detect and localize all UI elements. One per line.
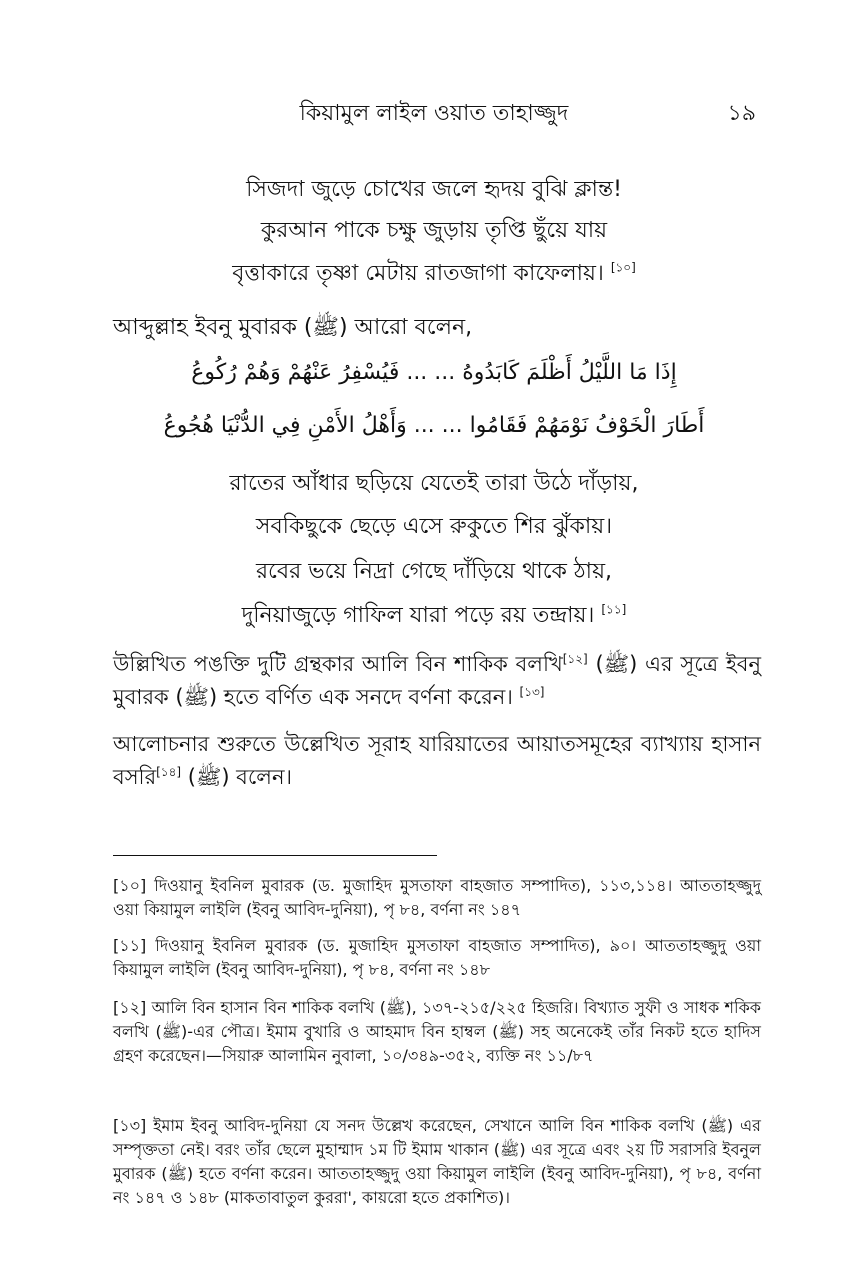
poem-line	[110, 598, 758, 635]
footnote: [১৩] ইমাম ইবনু আবিদ-দুনিয়া যে সনদ উল্লেখ করেছেন, সেখানে আলি বিন শাকিক বলখি (ﷺ) এর সম্পৃক্ততা নেই। বরং তাঁর ছেলে মুহাম্মাদ ১ম টি ইমাম খাকান (ﷺ) এর সূত্রে এবং ২য় টি সরাসরি ইবনুল মুবারক (ﷺ) হতে বর্ণনা করেন। আততাহজ্জুদু ওয়া কিয়ামুল লাইলি (ইবনু আবিদ-দুনিয়া), পৃ ৮৪, বর্ণনা নং ১৪৭ ও ১৪৮ (মাকতাবাতুল কুররা', কায়রো হতে প্রকাশিত)।	[113, 1116, 761, 1207]
paragraph-text: (ﷺ) এর সূত্রে ইবনু মুবারক (ﷺ) হতে বর্ণিত এক সনদে বর্ণনা করেন।	[113, 652, 762, 709]
running-header-title: কিয়ামুল লাইল ওয়াত তাহাজ্জুদ	[299, 101, 569, 126]
footnote-ref[interactable]: [১৩]	[519, 685, 545, 699]
page-number: ১৯	[727, 101, 756, 126]
paragraph-text: (ﷺ) বলেন।	[181, 765, 292, 789]
footnote-ref[interactable]: [১০]	[610, 260, 636, 275]
poem-line: রবের ভয়ে নিদ্রা গেছে দাঁড়িয়ে থাকে ঠায়,	[255, 559, 613, 584]
paragraph-text: উল্লিখিত পঙক্তি দুটি গ্রন্থকার আলি বিন শাকিক বলখি	[113, 652, 563, 676]
footnote: [১১] দিওয়ানু ইবনিল মুবারক (ড. মুজাহিদ মুসতাফা বাহজাত সম্পাদিত), ৯০। আততাহজ্জুদু ওয়া কিয়ামুল লাইলি (ইবনু আবিদ-দুনিয়া), পৃ ৮৪, বর্ণনা নং ১৪৮	[113, 936, 761, 979]
arabic-verse: إِذَا مَا اللَّيْلُ أَظْلَمَ كَابَدُوهُ ... ... فَيُسْفِرُ عَنْهُمْ وَهُمْ رُكُوعُ	[191, 360, 677, 385]
poem-line-text: বৃত্তাকারে তৃষ্ণা মেটায় রাতজাগা কাফেলায়।	[232, 261, 604, 286]
poem-line: কুরআন পাকে চক্ষু জুড়ায় তৃপ্তি ছুঁয়ে যায়	[260, 218, 608, 243]
footnote: [১০] দিওয়ানু ইবনিল মুবারক (ড. মুজাহিদ মুসতাফা বাহজাত সম্পাদিত), ১১৩,১১৪। আততাহজ্জুদু ওয়া কিয়ামুল লাইলি (ইবনু আবিদ-দুনিয়া), পৃ ৮৪, বর্ণনা নং ১৪৭	[113, 876, 761, 919]
body-paragraph	[113, 728, 761, 794]
footnote-divider	[113, 855, 437, 856]
poem-line: রাতের আঁধার ছড়িয়ে যেতেই তারা উঠে দাঁড়ায়,	[229, 471, 639, 496]
footnote-ref[interactable]: [১২]	[562, 652, 588, 666]
poem-line: সবকিছুকে ছেড়ে এসে রুকুতে শির ঝুঁকায়।	[255, 514, 613, 539]
paragraph-text: আলোচনার শুরুতে উল্লেখিত সূরাহ যারিয়াতের আয়াতসমূহের ব্যাখ্যায় হাসান বসরি	[113, 732, 761, 789]
footnote-ref[interactable]: [১৪]	[156, 765, 182, 779]
poem-line-text: দুনিয়াজুড়ে গাফিল যারা পড়ে রয় তন্দ্রায়।	[241, 603, 595, 628]
footnote: [১২] আলি বিন হাসান বিন শাকিক বলখি (ﷺ), ১৩৭-২১৫/২২৫ হিজরি। বিখ্যাত সুফী ও সাধক শকিক বলখি (ﷺ)-এর পৌত্র। ইমাম বুখারি ও আহমাদ বিন হাম্বল (ﷺ) সহ অনেকেই তাঁর নিকট হতে হাদিস গ্রহণ করেছেন।—সিয়ারু আলামিন নুবালা, ১০/৩৪৯-৩৫২, ব্যক্তি নং ১১/৮৭	[113, 998, 762, 1065]
poem-line: সিজদা জুড়ে চোখের জলে হৃদয় বুঝি ক্লান্ত!	[246, 177, 622, 202]
poem-line	[110, 256, 758, 293]
footnote-ref[interactable]: [১১]	[601, 602, 627, 617]
arabic-verse: أَطَارَ الْخَوْفُ نَوْمَهُمْ فَقَامُوا ... ... وَأَهْلُ الأَمْنِ فِي الدُّنْيَا هُجُوعُ	[163, 413, 705, 438]
body-paragraph	[113, 648, 761, 714]
intro-line: আব্দুল্লাহ ইবনু মুবারক (ﷺ) আরো বলেন,	[113, 315, 473, 340]
